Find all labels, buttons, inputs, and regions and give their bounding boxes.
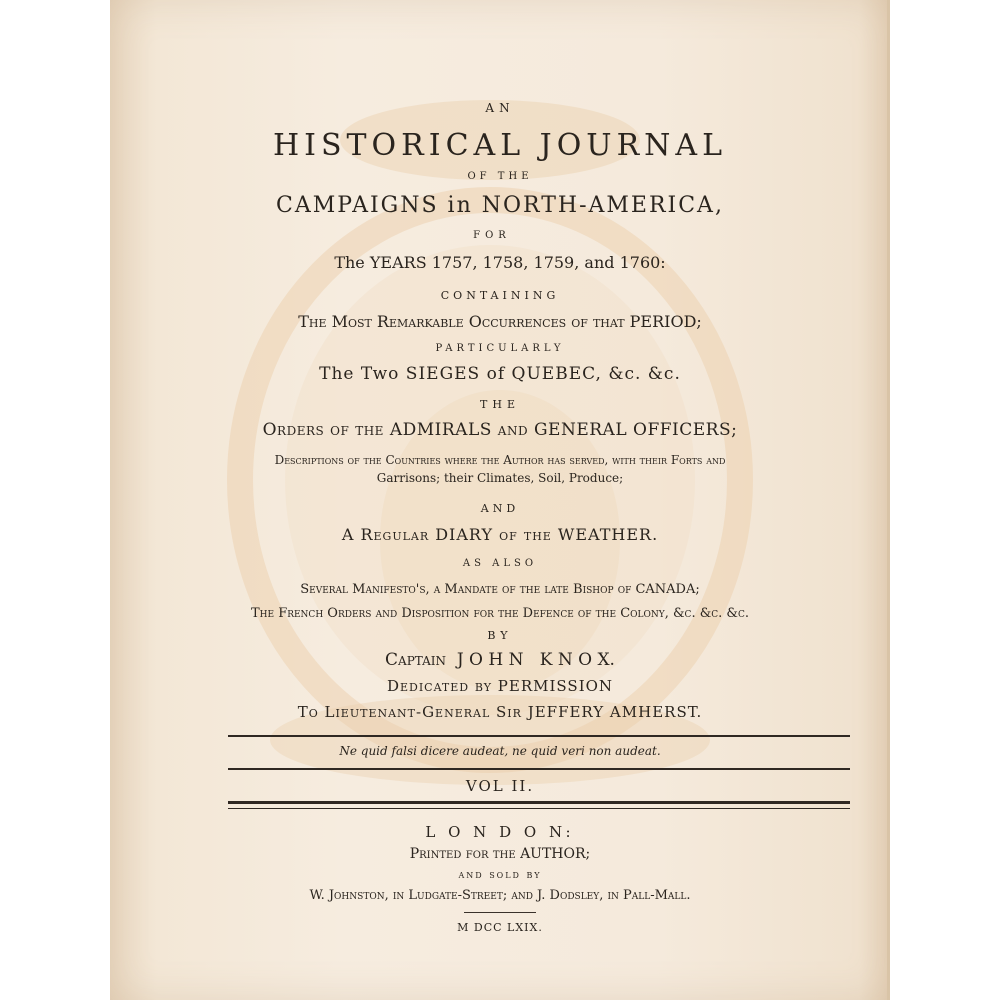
rule-double-thick (228, 801, 850, 804)
of-the-line: OF THE (467, 171, 533, 182)
dedicated-line: Dedicated by PERMISSION (386, 677, 614, 695)
sold-by-line: and sold by (458, 868, 542, 881)
title-page (110, 0, 890, 1000)
imprint-date: M DCC LXIX. (457, 921, 543, 934)
latin-motto: Ne quid falsi dicere audeat, ne quid veri non audeat. (339, 744, 661, 758)
rule-bottom-motto (228, 768, 850, 770)
for-line: FOR (473, 230, 511, 241)
campaigns-line: CAMPAIGNS in NORTH-AMERICA, (276, 193, 724, 218)
as-also-line: AS ALSO (462, 558, 538, 569)
most-remarkable-line: The Most Remarkable Occurrences of that PERIOD; (298, 312, 702, 331)
an-line: AN (485, 101, 515, 115)
city-line: L O N D O N: (425, 823, 575, 841)
orders-line: Orders of the ADMIRALS and GENERAL OFFICERS; (262, 420, 738, 440)
two-sieges-line: The Two SIEGES of QUEBEC, &c. &c. (319, 364, 681, 384)
and-line: AND (480, 502, 520, 515)
manifestos-line: Several Manifesto's, a Mandate of the late Bishop of CANADA; (300, 582, 700, 597)
to-general-line: To Lieutenant-General Sir JEFFERY AMHERST. (297, 703, 703, 721)
imprint-rule (464, 912, 536, 913)
author-line: Captain J O H N K N O X. (385, 650, 615, 670)
by-line: BY (487, 629, 513, 642)
descriptions-line-1: Descriptions of the Countries where the Author has served, with their Forts and (274, 453, 726, 467)
rule-top-motto (228, 735, 850, 737)
years-line: The YEARS 1757, 1758, 1759, and 1760: (334, 253, 666, 272)
booksellers-line: W. Johnston, in Ludgate-Street; and J. Dodsley, in Pall-Mall. (309, 888, 691, 903)
main-title: HISTORICAL JOURNAL (272, 128, 727, 163)
diary-line: A Regular DIARY of the WEATHER. (341, 525, 659, 544)
french-orders-line: The French Orders and Disposition for the Defence of the Colony, &c. &c. &c. (250, 606, 750, 621)
descriptions-line-2: Garrisons; their Climates, Soil, Produce; (376, 471, 624, 485)
rule-double-thin (228, 808, 850, 809)
particularly-line: PARTICULARLY (435, 343, 565, 354)
the-line: THE (480, 398, 520, 411)
containing-line: CONTAINING (440, 289, 560, 302)
volume-number: VOL II. (465, 777, 535, 795)
printed-for-line: Printed for the AUTHOR; (409, 846, 591, 862)
